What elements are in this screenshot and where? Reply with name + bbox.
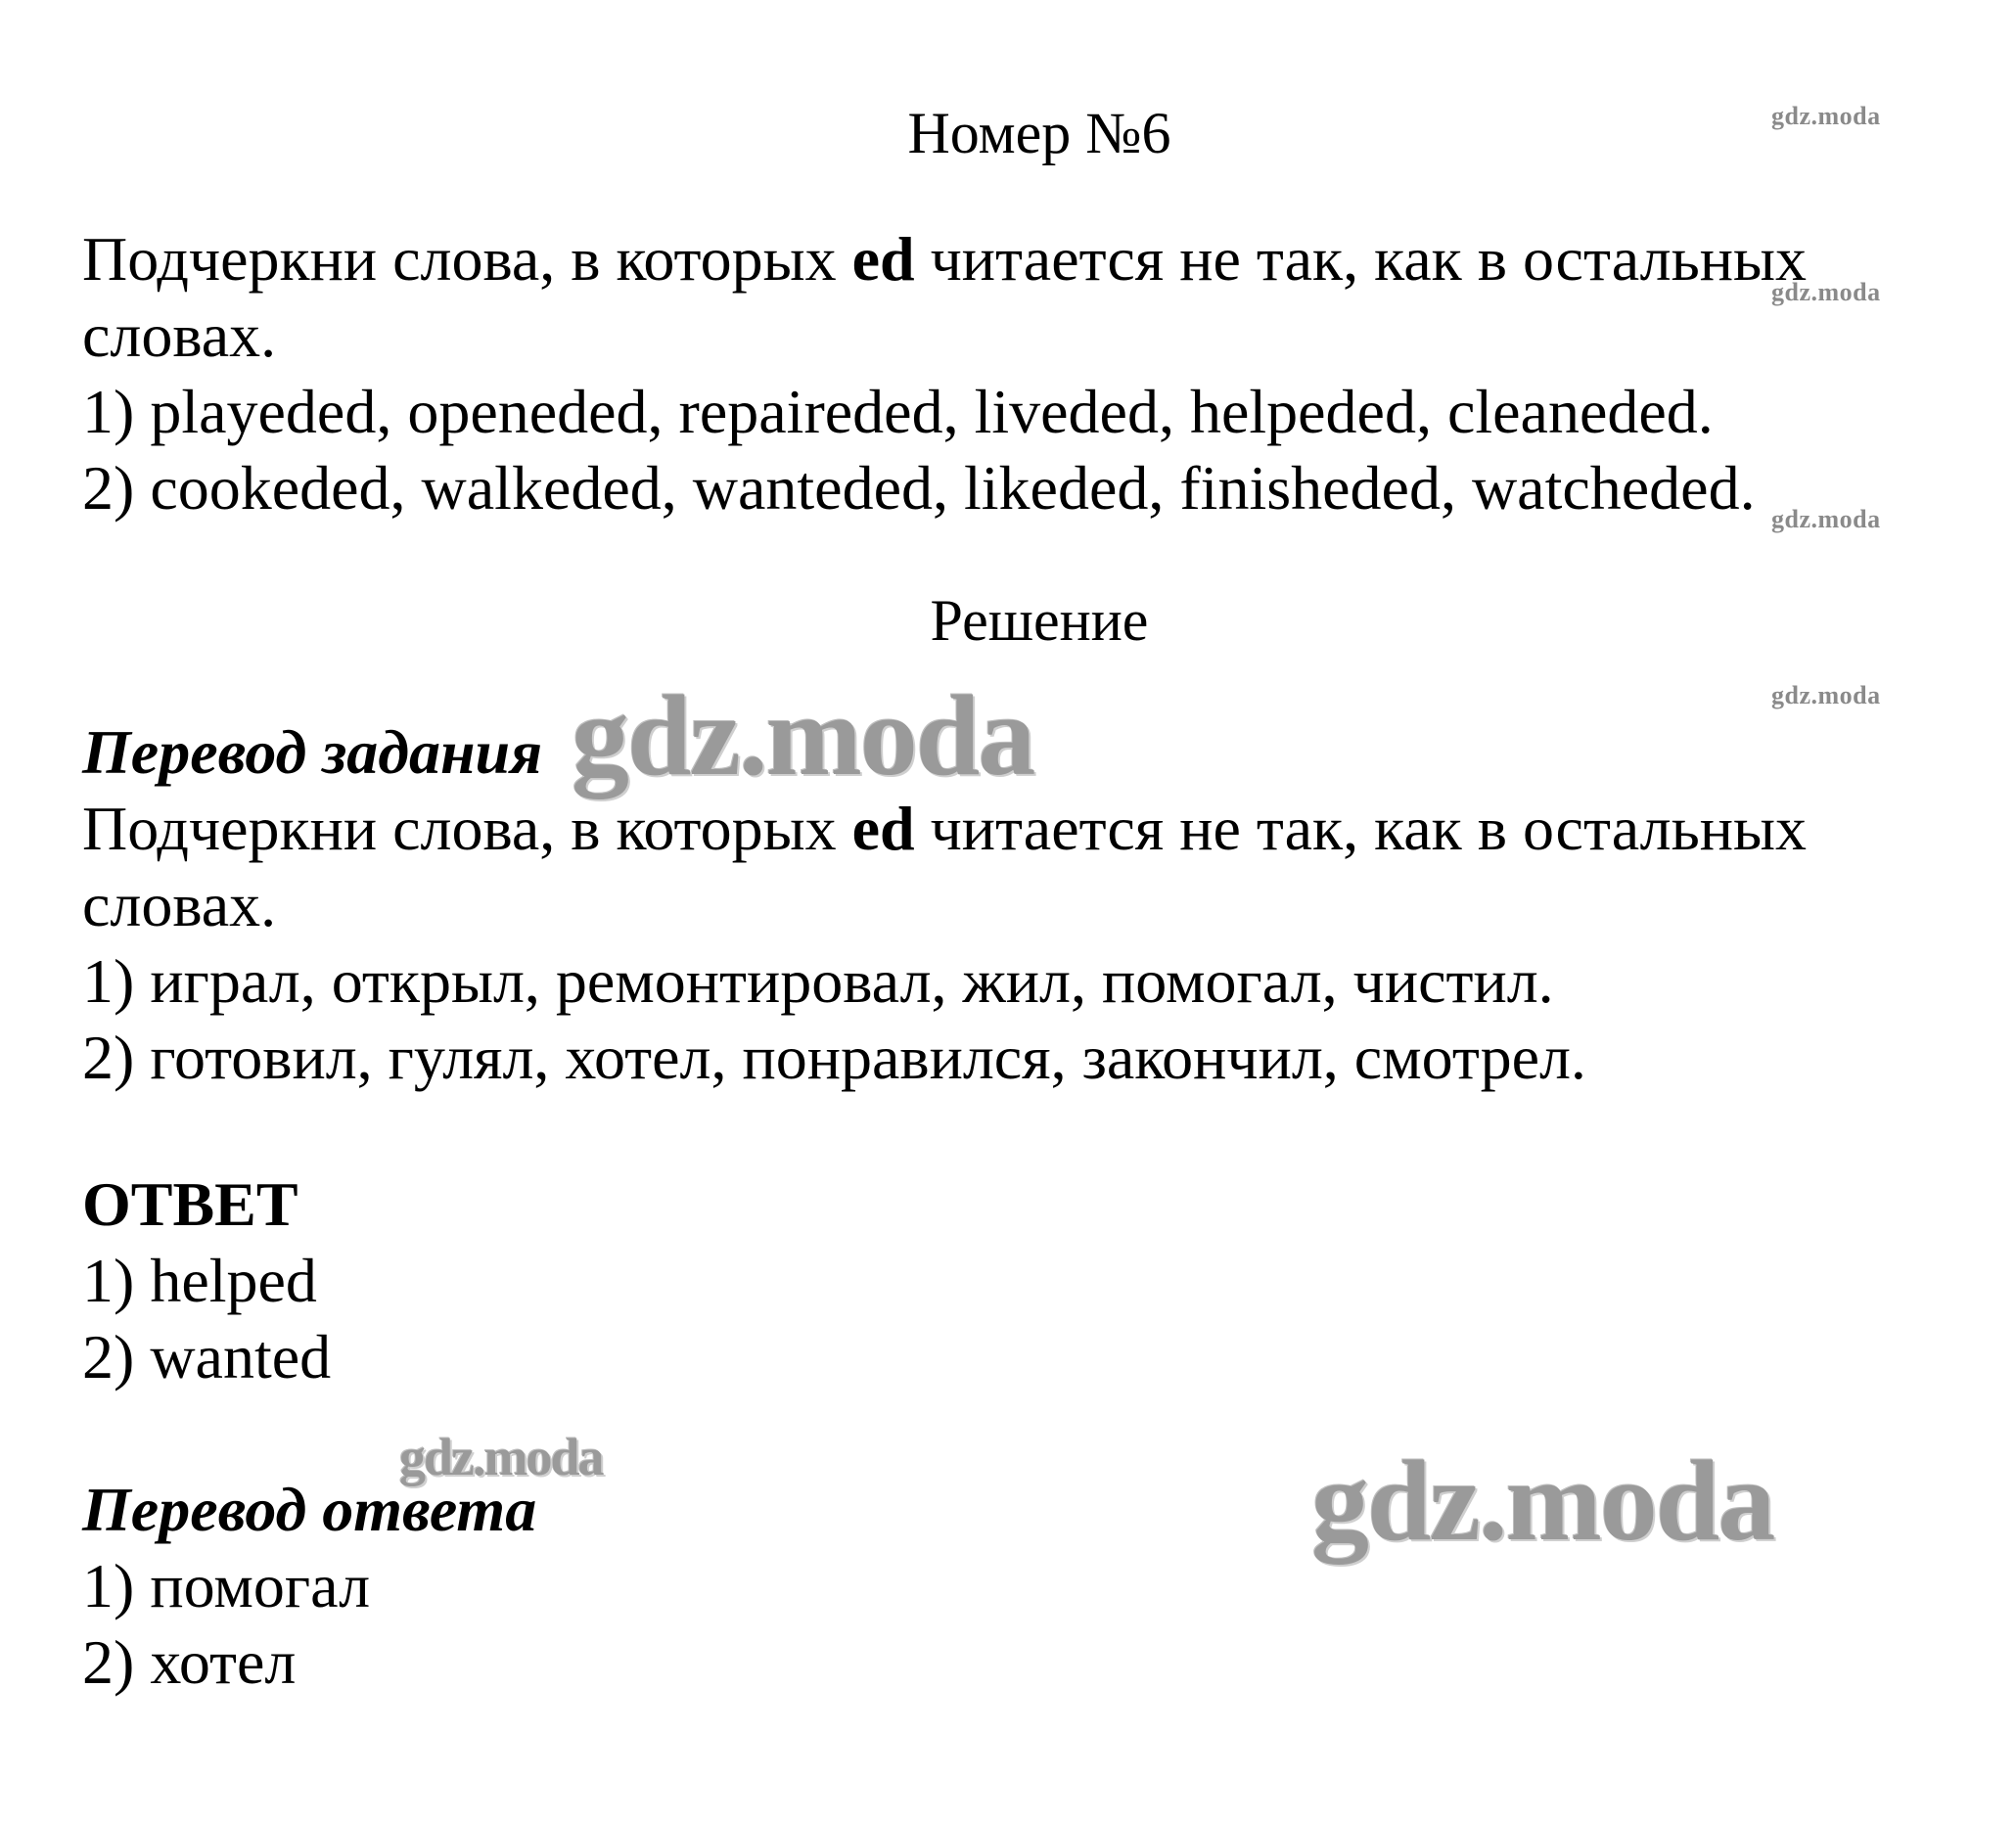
translation-answer-item-2: 2) хотел xyxy=(82,1627,297,1697)
translation-answer-item-1: 1) помогал xyxy=(82,1551,370,1620)
watermark-large-2: gdz.moda xyxy=(1311,1437,1774,1565)
task-item-2: 2) cookeded, walkeded, wanteded, likeded, finisheded, watcheded. xyxy=(82,453,1756,523)
translation-answer-heading: Перевод ответа xyxy=(82,1475,537,1544)
translation-task-line-1-before: Подчеркни слова, в которых xyxy=(82,794,852,863)
translation-task-heading: Перевод задания xyxy=(82,717,543,787)
task-line-1-after: читается не так, как в остальных xyxy=(914,224,1808,294)
translation-task-line-2: словах. xyxy=(82,870,277,939)
task-line-1 xyxy=(82,221,1807,297)
page-title: Номер №6 xyxy=(907,101,1171,165)
task-item-1: 1) playeded, openeded, repaireded, liveded, helpeded, cleaneded. xyxy=(82,377,1714,446)
task-line-1-bold: ed xyxy=(851,224,915,294)
translation-task-item-1: 1) играл, открыл, ремонтировал, жил, помогал, чистил. xyxy=(82,946,1554,1016)
translation-task-line-1-bold: ed xyxy=(851,794,915,863)
answer-item-1: 1) helped xyxy=(82,1246,317,1315)
watermark-medium: gdz.moda xyxy=(399,1428,603,1486)
translation-task-line-1-after: читается не так, как в остальных xyxy=(914,794,1808,863)
task-line-2: словах. xyxy=(82,300,277,370)
watermark-small-3: gdz.moda xyxy=(1771,505,1881,533)
watermark-large-1: gdz.moda xyxy=(572,671,1034,799)
watermark-small-2: gdz.moda xyxy=(1771,278,1881,306)
solution-heading: Решение xyxy=(930,588,1149,653)
watermark-small-1: gdz.moda xyxy=(1771,102,1881,130)
task-line-1-before: Подчеркни слова, в которых xyxy=(82,224,852,294)
answer-heading: ОТВЕТ xyxy=(82,1169,298,1239)
watermark-small-4: gdz.moda xyxy=(1771,681,1881,709)
translation-task-item-2: 2) готовил, гулял, хотел, понравился, закончил, смотрел. xyxy=(82,1023,1586,1092)
answer-item-2: 2) wanted xyxy=(82,1322,332,1392)
